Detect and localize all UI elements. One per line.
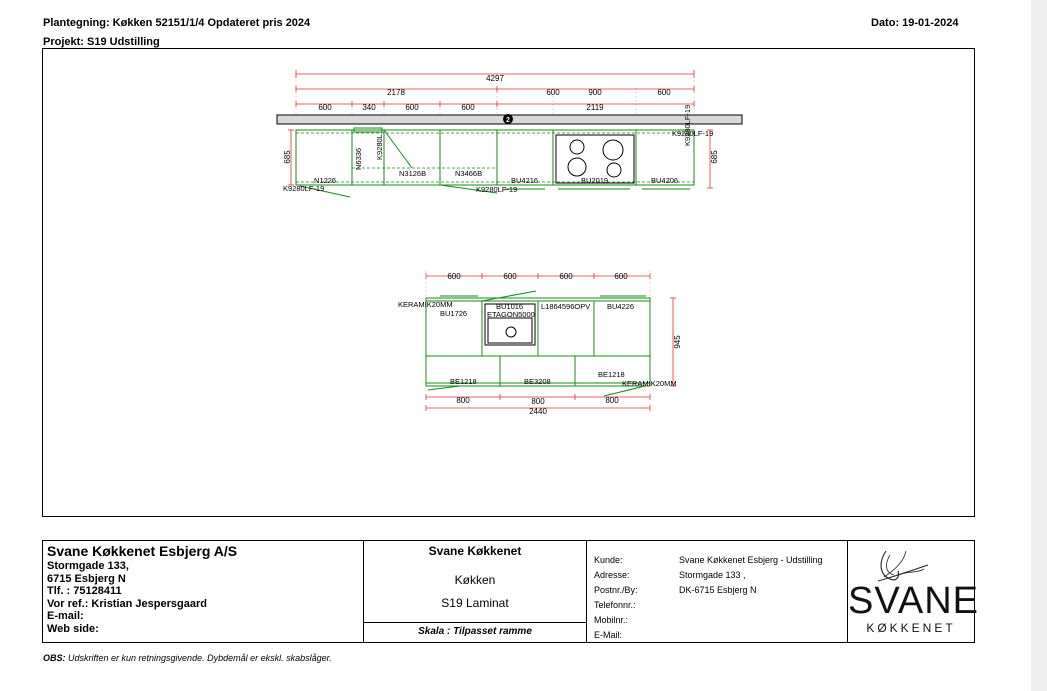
dim-island-seg-2: 600: [503, 272, 517, 281]
customer-value: Svane Køkkenet Esbjerg - Udstilling: [679, 555, 823, 565]
logo-box: [847, 540, 980, 643]
dim-island-bottom-total: 2440: [529, 407, 547, 416]
mobile-label: Mobilnr.:: [594, 615, 629, 625]
label-k9280l: K9280L: [375, 134, 384, 160]
label-n6336: N6336: [354, 147, 363, 170]
label-n1226: N1226: [314, 176, 337, 185]
phone-label: Telefonnr.:: [594, 600, 636, 610]
label-keramik-left: KERAMIK20MM: [398, 300, 453, 309]
dim-left-seg-2: 340: [362, 103, 376, 112]
dim-island-seg-3: 600: [559, 272, 573, 281]
label-k9280lf-right: K9280LF-19: [672, 129, 714, 138]
label-k9280lf-left: K9280LF-19: [283, 184, 325, 193]
label-bu1016: BU1016: [496, 302, 524, 311]
dim-left-seg-3: 600: [405, 103, 419, 112]
company-ref: Vor ref.: Kristian Jespersgaard: [47, 597, 207, 610]
address-label: Adresse:: [594, 570, 630, 580]
center-model: S19 Laminat: [441, 596, 509, 610]
label-k9280lf-vertical: K9280LF-19: [683, 104, 692, 146]
dim-left-seg-1: 600: [318, 103, 332, 112]
dim-left-seg-4: 600: [461, 103, 475, 112]
dim-right-total: 2119: [586, 103, 604, 112]
label-bu1726: BU1726: [440, 309, 468, 318]
address-value: Stormgade 133 ,: [679, 570, 746, 580]
obs-note: [43, 653, 332, 663]
center-brand: Svane Køkkenet: [428, 544, 522, 558]
email-label: E-Mail:: [594, 630, 623, 640]
company-email: E-mail:: [47, 610, 84, 622]
label-be3208: BE3208: [524, 377, 551, 386]
logo-word: SVANE: [848, 580, 980, 622]
dim-island-bottom-2: 800: [531, 397, 545, 406]
dim-left-total: 2178: [387, 88, 405, 97]
customer-box: [586, 540, 848, 643]
center-box: [363, 540, 587, 643]
top-view: [277, 70, 742, 197]
label-etagon: ETAGON5000: [487, 310, 535, 319]
postal-value: DK-6715 Esbjerg N: [679, 585, 757, 595]
label-bu4216: BU4216: [511, 176, 539, 185]
obs-text: Udskriften er kun retningsgivende. Dybdemål er ekskl. skabslåger.: [65, 653, 332, 663]
scale-label: Skala : Tilpasset ramme: [418, 626, 532, 637]
label-keramik-right: KERAMIK20MM: [622, 379, 677, 388]
dim-island-seg-4: 600: [614, 272, 628, 281]
label-bu4206: BU4206: [651, 176, 679, 185]
company-city: 6715 Esbjerg N: [47, 572, 126, 585]
center-room: Køkken: [454, 573, 496, 587]
dim-island-bottom-1: 800: [456, 396, 470, 405]
logo-sub: KØKKENET: [866, 621, 956, 635]
company-street: Stormgade 133,: [47, 560, 129, 572]
dim-left-depth: 685: [283, 150, 292, 164]
postal-label: Postnr./By:: [594, 585, 638, 595]
dim-right-seg-2: 900: [588, 88, 602, 97]
label-l1864: L1864596OPV: [541, 302, 591, 311]
dim-right-seg-3: 600: [657, 88, 671, 97]
dim-right-depth: 685: [710, 150, 719, 164]
island-view: [398, 270, 682, 416]
obs-label: OBS:: [43, 653, 66, 663]
dim-island-seg-1: 600: [447, 272, 461, 281]
dim-total: 4297: [486, 74, 504, 83]
company-phone: Tlf. : 75128411: [47, 585, 122, 597]
company-box: [42, 540, 364, 643]
plan-title: Plantegning: Køkken 52151/1/4 Opdateret pris 2024: [43, 17, 311, 29]
label-be1218-right: BE1218: [598, 370, 625, 379]
company-web: Web side:: [47, 622, 99, 635]
customer-label: Kunde:: [594, 555, 623, 565]
company-name: Svane Køkkenet Esbjerg A/S: [47, 543, 238, 559]
label-bu4226: BU4226: [607, 302, 635, 311]
project-title: Projekt: S19 Udstilling: [43, 36, 160, 48]
dim-island-bottom-3: 800: [605, 396, 619, 405]
date-label: Dato: 19-01-2024: [871, 17, 959, 29]
dim-island-height: 945: [673, 335, 682, 349]
label-n3126b: N3126B: [399, 169, 427, 178]
label-k9280lf-mid: K9280LF-19: [476, 185, 518, 194]
label-bu2019: BU2019: [581, 176, 609, 185]
wall-marker-label: 2: [506, 117, 510, 124]
dim-right-seg-1: 600: [546, 88, 560, 97]
label-n3466b: N3466B: [455, 169, 483, 178]
label-be1218-left: BE1218: [450, 377, 477, 386]
